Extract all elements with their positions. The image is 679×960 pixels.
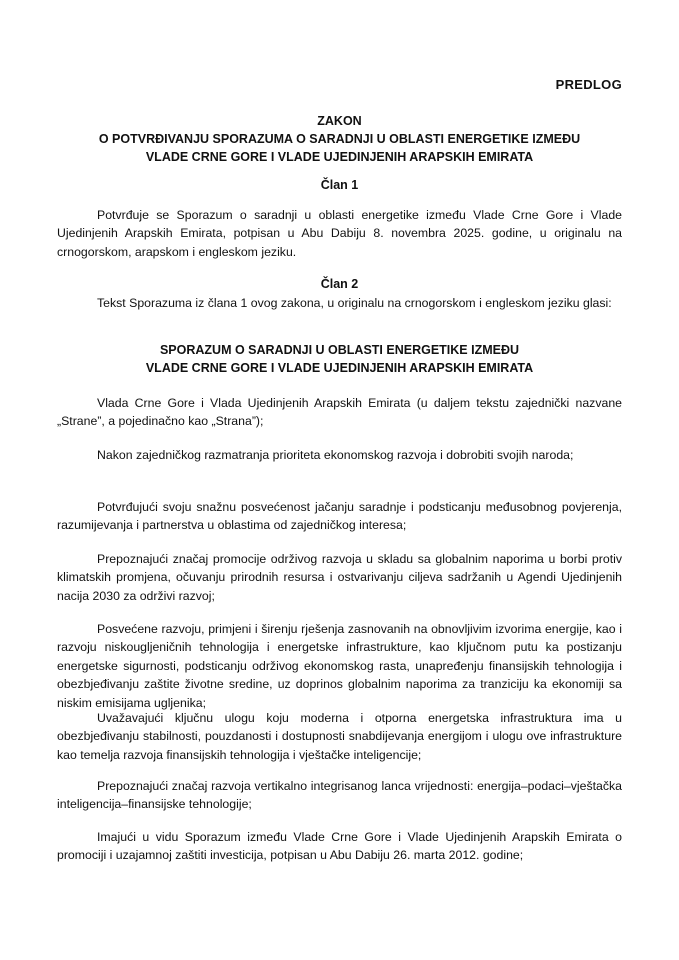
law-title-line-3: VLADE CRNE GORE I VLADE UJEDINJENIH ARAPSKIH EMIRATA [145, 150, 534, 164]
law-title [57, 112, 622, 166]
agreement-title-line-1: SPORAZUM O SARADNJI U OBLASTI ENERGETIKE IZMEĐU [159, 343, 520, 357]
agreement-title [57, 341, 622, 377]
law-title-line-1: ZAKON [317, 114, 362, 128]
preamble-paragraph-8: Imajući u vidu Sporazum između Vlade Crne Gore i Vlade Ujedinjenih Arapskih Emirata o promociji i uzajamnoj zaštiti investicija, potpisan u Abu Dabiju 26. marta 2012. godine; [57, 830, 622, 863]
article-2-text: Tekst Sporazuma iz člana 1 ovog zakona, u originalu na crnogorskom i engleskom jeziku glasi: [97, 296, 612, 310]
article-1-text: Potvrđuje se Sporazum o saradnji u oblasti energetike između Vlade Crne Gore i Vlade Ujedinjenih Arapskih Emirata, potpisan u Abu Dabiju 8. novembra 2025. godine, u originalu na crnogorskom, arapskom i engleskom jeziku. [57, 208, 622, 259]
preamble-paragraph-2: Nakon zajedničkog razmatranja prioriteta ekonomskog razvoja i dobrobiti svojih naroda; [97, 448, 574, 462]
proposal-label: PREDLOG [555, 77, 622, 92]
preamble-paragraph-6: Uvažavajući ključnu ulogu koju moderna i otporna energetska infrastruktura ima u obezbjeđivanju stabilnosti, pouzdanosti i dostupnosti snabdijevanja energijom i ulogu ove infrastrukture kao temelja razvoja finansijskih tehnologija i vještačke inteligencije; [57, 711, 622, 762]
article-2-heading: Član 2 [320, 277, 359, 291]
preamble-paragraph-1: Vlada Crne Gore i Vlada Ujedinjenih Arapskih Emirata (u daljem tekstu zajednički nazvane „Strane”, a pojedinačno kao „Strana”); [57, 396, 622, 429]
preamble-paragraph-4: Prepoznajući značaj promocije održivog razvoja u skladu sa globalnim naporima u borbi protiv klimatskih promjena, očuvanju prirodnih resursa i ostvarivanju ciljeva sadržanih u Agendi Ujedinjenih nacija 2030 za održivi razvoj; [57, 552, 622, 603]
preamble-paragraph-7: Prepoznajući značaj razvoja vertikalno integrisanog lanca vrijednosti: energija–podaci–vještačka inteligencija–finansijske tehnologije; [57, 779, 622, 812]
law-title-line-2: O POTVRĐIVANJU SPORAZUMA O SARADNJI U OBLASTI ENERGETIKE IZMEĐU [98, 132, 581, 146]
preamble-paragraph-5: Posvećene razvoju, primjeni i širenju rješenja zasnovanih na obnovljivim izvorima energije, kao i razvoju niskougljeničnih tehnologija i energetske infrastrukture, kao ključnom putu ka postizanju energetske sigurnosti, podsticanju održivog ekonomskog rasta, unapređenju finansijskih tehnologija i obezbjeđivanju zaštite životne sredine, uz doprinos globalnim naporima za tranziciju ka ekonomiji sa niskim emisijama ugljenika; [57, 622, 622, 710]
agreement-title-line-2: VLADE CRNE GORE I VLADE UJEDINJENIH ARAPSKIH EMIRATA [145, 361, 534, 375]
article-1-heading: Član 1 [320, 178, 359, 192]
preamble-paragraph-3: Potvrđujući svoju snažnu posvećenost jačanju saradnje i podsticanju međusobnog povjerenja, razumijevanja i partnerstva u oblastima od zajedničkog interesa; [57, 500, 622, 533]
